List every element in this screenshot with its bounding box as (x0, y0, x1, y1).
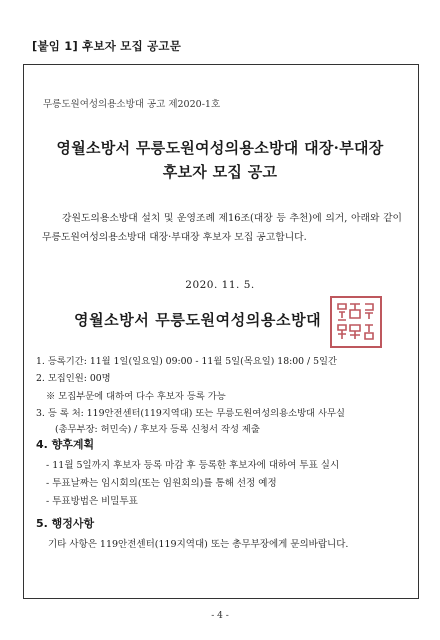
official-seal-icon (330, 296, 382, 348)
section-5-text: 기타 사항은 119안전센터(119지역대) 또는 총무부장에게 문의바랍니다. (48, 539, 349, 550)
item-recruit-count: 2. 모집인원: 00명 (36, 373, 111, 384)
attachment-header: [붙임 1] 후보자 모집 공고문 (32, 39, 182, 53)
section-4-bullet: - 투표방법은 비밀투표 (46, 496, 138, 507)
section-4-heading: 4. 향후계획 (36, 438, 95, 451)
intro-paragraph: 강원도의용소방대 설치 및 운영조례 제16조(대장 등 추천)에 의거, 아래와 같이 무릉도원여성의용소방대 대장·부대장 후보자 모집 공고합니다. (42, 213, 402, 243)
item-registration-place-detail: (총무부장: 허민숙) / 후보자 등록 신청서 작성 제출 (55, 424, 260, 435)
item-registration-place: 3. 등 록 처: 119안전센터(119지역대) 또는 무릉도원여성의용소방대 사무실 (36, 408, 345, 419)
title-line-1: 영월소방서 무릉도원여성의용소방대 대장·부대장 (56, 139, 384, 157)
item-registration-period: 1. 등록기간: 11월 1일(일요일) 09:00 - 11월 5일(목요일) 18:00 / 5일간 (36, 356, 338, 367)
section-4-bullet: - 11월 5일까지 후보자 등록 마감 후 등록한 후보자에 대하여 투표 실시 (46, 460, 340, 471)
notice-date: 2020. 11. 5. (185, 279, 255, 291)
section-5-heading: 5. 행정사항 (36, 517, 95, 530)
title-line-2: 후보자 모집 공고 (162, 163, 278, 181)
organization-name: 영월소방서 무릉도원여성의용소방대 (74, 311, 322, 329)
section-4-bullet: - 투표날짜는 임시회의(또는 임원회의)를 통해 선정 예정 (46, 478, 277, 489)
page-number: - 4 - (211, 611, 229, 621)
notice-number: 무릉도원여성의용소방대 공고 제2020-1호 (43, 99, 221, 110)
item-recruit-note: ※ 모집부문에 대하여 다수 후보자 등록 가능 (46, 391, 226, 402)
